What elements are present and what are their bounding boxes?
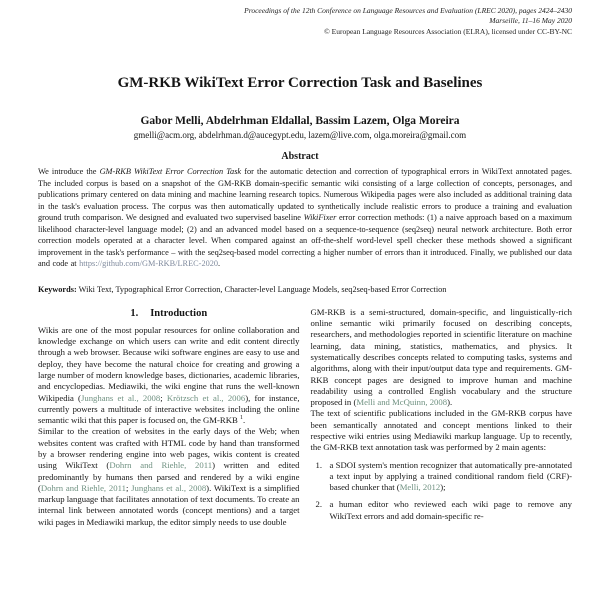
text-run: GM-RKB is a semi-structured, domain-specific, and linguistically-rich online semantic wiki primarily focused on describing concepts, researchers, and methodologies reported in scientific literature on machine learning, data mining, statistics, mathematics, and physics. It systematically describes concepts related to computing tasks, systems and algorithms, along with their input/output data type and requirements. GM-RKB concept pages are designed to improve human and machine readability using a controlled English vocabulary and the structure proposed in ( — [310, 306, 572, 408]
abstract-text — [38, 166, 572, 270]
citation-link[interactable]: Dohrn and Riehle, 2011 — [109, 460, 213, 471]
text-run: ; — [125, 482, 132, 493]
paper-title: GM-RKB WikiText Error Correction Task and Baselines — [117, 75, 483, 92]
list-item-1-text — [330, 460, 573, 494]
url-link[interactable]: https://github.com/GM-RKB/LREC-2020 — [79, 259, 219, 269]
text-run: Similar to the creation of websites in the early days of the Web; when websites content was crafted with HTML code by hand than transformed by a browser rendering engine into web pages, wikis content is created using WikiText ( — [38, 426, 300, 471]
list-item-2 — [311, 499, 573, 522]
emails-line: gmelli@acm.org, abdelrhman.d@aucegypt.edu, lazem@live.com, olga.moreira@gmail.com — [133, 130, 467, 141]
citation-link[interactable]: Melli and McQuinn, 2008 — [356, 397, 448, 408]
gmrkb-paragraph — [311, 307, 573, 409]
annotation-paragraph: The text of scientific publications included in the GM-RKB corpus have been semantically annotated and concept mentions linked to their respective wiki entries using Mediawiki markup language. Up to recently, the GM-RKB text annotation task was performed by 2 main agents: — [310, 408, 572, 453]
keywords-label: Keywords: — [38, 284, 77, 294]
intro-paragraph-2 — [38, 426, 300, 528]
text-run: . — [242, 415, 246, 426]
list-item-2-number: 2. — [315, 499, 323, 510]
text-run: ), for instance, currently powers a multitude of interactive websites including the online semantic wiki that this paper is focused on, the GM-RKB — [38, 392, 300, 426]
conference-header-line2: Marseille, 11–16 May 2020 — [489, 16, 572, 26]
text-run: a human editor who reviewed each wiki page to remove any WikiText errors and add domain-specific re- — [329, 499, 572, 521]
right-column — [311, 307, 573, 528]
text-run: . — [218, 259, 221, 269]
text-run: ). WikiText is a simplified markup language that facilitates annotation of text documents. To create an internal link between annotated words (concept mentions) and a target wiki pages in Mediawiki markup, the editor simply needs to use double — [38, 482, 300, 527]
citation-link[interactable]: Dohrn and Riehle, 2011 — [40, 482, 126, 493]
footnote-marker: 1 — [239, 415, 243, 422]
list-item-2-text — [330, 499, 573, 522]
list-item-1-number: 1. — [315, 459, 323, 470]
text-run: WikiFixer — [303, 213, 337, 223]
citation-link[interactable]: Junghans et al., 2008 — [80, 392, 161, 403]
text-run: Wikis are one of the most popular resources for online collaboration and knowledge exchange on which users can write and edit content directly through a web browser. Because wiki software engines are easy to use and deploy, they have become the natural choice for creating and growing a large number of modern knowledge bases, dictionaries, academic libraries, and encyclopedias. Mediawiki, the wiki engine that runs the well-known Wikipedia ( — [38, 324, 300, 403]
authors-line: Gabor Melli, Abdelrhman Eldallal, Bassim Lazem, Olga Moreira — [140, 115, 460, 128]
citation-link[interactable]: Melli, 2012 — [399, 482, 441, 493]
abstract-heading: Abstract — [281, 151, 319, 163]
conference-header-line3: © European Language Resources Association (ELRA), licensed under CC-BY-NC — [324, 26, 572, 36]
text-run: error correction methods: (1) a naive approach based on a maximum likelihood character-level language model; (2) and an advanced model based on a sequence-to-sequence (seq2seq) neural network architecture. Both error correction models operated at a character level. When compared against an off-the-shelf word-level spell checker these methods showed a significant improvement in the task's performance – with the seq2seq-based model correcting a higher number of errors than it introduced. Finally, we published our data and code at — [38, 213, 572, 269]
citation-link[interactable]: Junghans et al., 2008 — [131, 482, 207, 493]
text-run: ; — [160, 392, 167, 403]
intro-paragraph-1 — [38, 325, 300, 427]
text-run: GM-RKB WikiText Error Correction Task — [99, 167, 242, 177]
keywords-text: Wiki Text, Typographical Error Correction, Character-level Language Models, seq2seq-based Error Correction — [76, 284, 447, 294]
text-run: ); — [440, 482, 446, 493]
conference-header — [0, 6, 572, 37]
conference-header-line1: Proceedings of the 12th Conference on Language Resources and Evaluation (LREC 2020), pages 2424–2430 — [244, 6, 572, 15]
section-heading-introduction — [38, 307, 300, 321]
section-number: 1. — [130, 307, 139, 319]
text-run: ). — [447, 397, 453, 408]
section-title: Introduction — [150, 307, 208, 319]
two-column-body — [38, 307, 572, 528]
citation-link[interactable]: Krötzsch et al., 2006 — [166, 392, 246, 403]
list-item-1 — [311, 460, 573, 494]
text-run: for the automatic detection and correction of typographical errors in WikiText annotated pages. The included corpus is based on a snapshot of the GM-RKB domain-specific semantic wiki consisting of a large collection of concepts, personages, and publications primary centered on data mining and machine learning research topics. Numerous Wikipedia pages were also included as additional training data in the task's evaluation process. The corpus was then automatically updated to synthetically include realistic errors to produce a training and evaluation ground truth comparison. We designed and evaluated two supervised baseline — [38, 167, 572, 223]
keywords-line — [38, 284, 572, 295]
left-column — [38, 307, 300, 528]
text-run: a SDOI system's mention recognizer that automatically pre-annotated a text input by applying a trained conditional random field (CRF)-based chunker that ( — [329, 459, 572, 493]
text-run: We introduce the — [38, 167, 100, 177]
text-run: ) written and edited predominantly by humans then parsed and rendered by a wiki engine ( — [38, 460, 300, 493]
